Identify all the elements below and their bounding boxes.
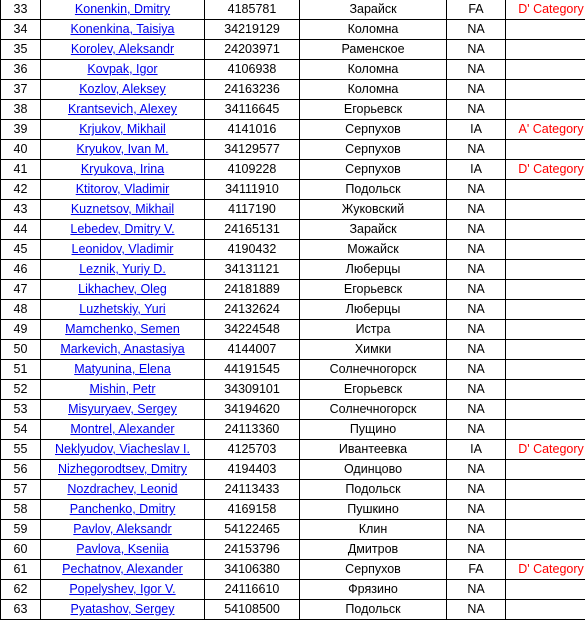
player-name-link[interactable]: Ktitorov, Vladimir bbox=[75, 182, 170, 196]
category-note-cell bbox=[506, 240, 585, 260]
player-name-link[interactable]: Kuznetsov, Mikhail bbox=[70, 202, 175, 216]
player-name-link[interactable]: Panchenko, Dmitry bbox=[69, 502, 176, 516]
city-cell: Егорьевск bbox=[300, 100, 447, 120]
category-note-cell bbox=[506, 260, 585, 280]
name-cell bbox=[41, 240, 205, 260]
table-row bbox=[1, 360, 585, 380]
row-number-cell: 44 bbox=[1, 220, 41, 240]
name-cell bbox=[41, 80, 205, 100]
row-number-cell: 37 bbox=[1, 80, 41, 100]
table-row bbox=[1, 40, 585, 60]
name-cell bbox=[41, 340, 205, 360]
name-cell bbox=[41, 540, 205, 560]
name-cell bbox=[41, 260, 205, 280]
name-cell bbox=[41, 100, 205, 120]
table-row bbox=[1, 380, 585, 400]
city-cell: Серпухов bbox=[300, 140, 447, 160]
city-cell: Егорьевск bbox=[300, 280, 447, 300]
category-note-cell bbox=[506, 440, 585, 460]
table-row bbox=[1, 200, 585, 220]
name-cell bbox=[41, 300, 205, 320]
row-number-cell: 35 bbox=[1, 40, 41, 60]
category-note-cell bbox=[506, 220, 585, 240]
id-cell: 24132624 bbox=[205, 300, 300, 320]
player-name-link[interactable]: Krjukov, Mikhail bbox=[79, 122, 166, 136]
player-name-link[interactable]: Kryukova, Irina bbox=[80, 162, 165, 176]
name-cell bbox=[41, 60, 205, 80]
category-note-cell bbox=[506, 160, 585, 180]
category-note: D' Category bbox=[518, 2, 584, 16]
category-code-cell: NA bbox=[447, 580, 506, 600]
row-number-cell: 41 bbox=[1, 160, 41, 180]
city-cell: Серпухов bbox=[300, 120, 447, 140]
name-cell bbox=[41, 500, 205, 520]
row-number-cell: 60 bbox=[1, 540, 41, 560]
category-code-cell: NA bbox=[447, 180, 506, 200]
category-code-cell: NA bbox=[447, 500, 506, 520]
category-note-cell bbox=[506, 400, 585, 420]
id-cell: 4125703 bbox=[205, 440, 300, 460]
city-cell: Зарайск bbox=[300, 220, 447, 240]
row-number-cell: 49 bbox=[1, 320, 41, 340]
player-name-link[interactable]: Konenkina, Taisiya bbox=[70, 22, 175, 36]
category-code-cell: NA bbox=[447, 80, 506, 100]
category-note-cell bbox=[506, 520, 585, 540]
table-row bbox=[1, 0, 585, 20]
name-cell bbox=[41, 120, 205, 140]
category-note-cell bbox=[506, 60, 585, 80]
player-name-link[interactable]: Nozdrachev, Leonid bbox=[67, 482, 178, 496]
category-note: D' Category bbox=[518, 562, 584, 576]
table-row bbox=[1, 420, 585, 440]
category-code-cell: NA bbox=[447, 420, 506, 440]
player-name-link[interactable]: Lebedev, Dmitry V. bbox=[70, 222, 175, 236]
table-row bbox=[1, 600, 585, 620]
city-cell: Фрязино bbox=[300, 580, 447, 600]
table-row bbox=[1, 300, 585, 320]
row-number-cell: 62 bbox=[1, 580, 41, 600]
player-name-link[interactable]: Popelyshev, Igor V. bbox=[69, 582, 176, 596]
name-cell bbox=[41, 360, 205, 380]
category-note-cell bbox=[506, 380, 585, 400]
city-cell: Жуковский bbox=[300, 200, 447, 220]
id-cell: 4190432 bbox=[205, 240, 300, 260]
category-note: A' Category bbox=[518, 122, 584, 136]
category-code-cell: IA bbox=[447, 120, 506, 140]
category-note-cell bbox=[506, 120, 585, 140]
table-row bbox=[1, 500, 585, 520]
category-note-cell bbox=[506, 460, 585, 480]
category-note-cell bbox=[506, 280, 585, 300]
id-cell: 34194620 bbox=[205, 400, 300, 420]
player-name-link[interactable]: Markevich, Anastasiya bbox=[60, 342, 185, 356]
player-name-link[interactable]: Korolev, Aleksandr bbox=[70, 42, 175, 56]
id-cell: 4106938 bbox=[205, 60, 300, 80]
category-note-cell bbox=[506, 100, 585, 120]
table-row bbox=[1, 160, 585, 180]
category-code-cell: NA bbox=[447, 240, 506, 260]
city-cell: Пущино bbox=[300, 420, 447, 440]
category-note-cell bbox=[506, 40, 585, 60]
table-row bbox=[1, 460, 585, 480]
name-cell bbox=[41, 0, 205, 20]
city-cell: Пушкино bbox=[300, 500, 447, 520]
row-number-cell: 46 bbox=[1, 260, 41, 280]
table-row bbox=[1, 340, 585, 360]
name-cell bbox=[41, 560, 205, 580]
player-name-link[interactable]: Nizhegorodtsev, Dmitry bbox=[58, 462, 187, 476]
city-cell: Ивантеевка bbox=[300, 440, 447, 460]
player-name-link[interactable]: Leonidov, Vladimir bbox=[71, 242, 174, 256]
category-code-cell: NA bbox=[447, 300, 506, 320]
category-code-cell: IA bbox=[447, 160, 506, 180]
table-row bbox=[1, 400, 585, 420]
name-cell bbox=[41, 600, 205, 620]
player-name-link[interactable]: Konenkin, Dmitry bbox=[74, 2, 171, 16]
category-note-cell bbox=[506, 320, 585, 340]
id-cell: 34111910 bbox=[205, 180, 300, 200]
player-name-link[interactable]: Pyatashov, Sergey bbox=[70, 602, 175, 616]
category-code-cell: NA bbox=[447, 140, 506, 160]
player-name-link[interactable]: Mamchenko, Semen bbox=[65, 322, 180, 336]
player-name-link[interactable]: Mishin, Petr bbox=[89, 382, 156, 396]
id-cell: 34106380 bbox=[205, 560, 300, 580]
name-cell bbox=[41, 160, 205, 180]
table-body bbox=[1, 0, 585, 620]
row-number-cell: 52 bbox=[1, 380, 41, 400]
row-number-cell: 63 bbox=[1, 600, 41, 620]
category-note-cell bbox=[506, 340, 585, 360]
row-number-cell: 42 bbox=[1, 180, 41, 200]
category-note-cell bbox=[506, 580, 585, 600]
row-number-cell: 40 bbox=[1, 140, 41, 160]
name-cell bbox=[41, 320, 205, 340]
id-cell: 24203971 bbox=[205, 40, 300, 60]
category-note-cell bbox=[506, 0, 585, 20]
row-number-cell: 45 bbox=[1, 240, 41, 260]
id-cell: 24165131 bbox=[205, 220, 300, 240]
table-row bbox=[1, 480, 585, 500]
city-cell: Солнечногорск bbox=[300, 360, 447, 380]
id-cell: 4185781 bbox=[205, 0, 300, 20]
category-code-cell: NA bbox=[447, 60, 506, 80]
name-cell bbox=[41, 40, 205, 60]
row-number-cell: 53 bbox=[1, 400, 41, 420]
city-cell: Серпухов bbox=[300, 560, 447, 580]
category-code-cell: NA bbox=[447, 400, 506, 420]
table-row bbox=[1, 580, 585, 600]
row-number-cell: 55 bbox=[1, 440, 41, 460]
row-number-cell: 34 bbox=[1, 20, 41, 40]
name-cell bbox=[41, 420, 205, 440]
city-cell: Солнечногорск bbox=[300, 400, 447, 420]
category-code-cell: NA bbox=[447, 340, 506, 360]
name-cell bbox=[41, 520, 205, 540]
category-note-cell bbox=[506, 500, 585, 520]
table-row bbox=[1, 320, 585, 340]
category-code-cell: NA bbox=[447, 600, 506, 620]
table-row bbox=[1, 240, 585, 260]
city-cell: Коломна bbox=[300, 20, 447, 40]
city-cell: Серпухов bbox=[300, 160, 447, 180]
category-code-cell: IA bbox=[447, 440, 506, 460]
name-cell bbox=[41, 580, 205, 600]
category-note-cell bbox=[506, 560, 585, 580]
category-code-cell: NA bbox=[447, 380, 506, 400]
id-cell: 34219129 bbox=[205, 20, 300, 40]
category-code-cell: NA bbox=[447, 100, 506, 120]
table-row bbox=[1, 560, 585, 580]
category-note-cell bbox=[506, 80, 585, 100]
player-name-link[interactable]: Pavlova, Kseniia bbox=[76, 542, 169, 556]
table-row bbox=[1, 220, 585, 240]
table-row bbox=[1, 20, 585, 40]
name-cell bbox=[41, 440, 205, 460]
category-note: D' Category bbox=[518, 442, 584, 456]
row-number-cell: 38 bbox=[1, 100, 41, 120]
id-cell: 24163236 bbox=[205, 80, 300, 100]
row-number-cell: 51 bbox=[1, 360, 41, 380]
city-cell: Раменское bbox=[300, 40, 447, 60]
name-cell bbox=[41, 20, 205, 40]
id-cell: 34129577 bbox=[205, 140, 300, 160]
city-cell: Егорьевск bbox=[300, 380, 447, 400]
player-name-link[interactable]: Krantsevich, Alexey bbox=[67, 102, 178, 116]
id-cell: 24181889 bbox=[205, 280, 300, 300]
city-cell: Люберцы bbox=[300, 300, 447, 320]
name-cell bbox=[41, 180, 205, 200]
player-name-link[interactable]: Misyuryaev, Sergey bbox=[68, 402, 177, 416]
table-row bbox=[1, 120, 585, 140]
category-note-cell bbox=[506, 200, 585, 220]
id-cell: 54122465 bbox=[205, 520, 300, 540]
id-cell: 34309101 bbox=[205, 380, 300, 400]
name-cell bbox=[41, 280, 205, 300]
row-number-cell: 47 bbox=[1, 280, 41, 300]
category-code-cell: NA bbox=[447, 320, 506, 340]
city-cell: Истра bbox=[300, 320, 447, 340]
row-number-cell: 50 bbox=[1, 340, 41, 360]
row-number-cell: 61 bbox=[1, 560, 41, 580]
row-number-cell: 36 bbox=[1, 60, 41, 80]
player-name-link[interactable]: Montrel, Alexander bbox=[70, 422, 175, 436]
table-row bbox=[1, 80, 585, 100]
id-cell: 24113360 bbox=[205, 420, 300, 440]
id-cell: 24113433 bbox=[205, 480, 300, 500]
row-number-cell: 54 bbox=[1, 420, 41, 440]
row-number-cell: 58 bbox=[1, 500, 41, 520]
row-number-cell: 57 bbox=[1, 480, 41, 500]
city-cell: Подольск bbox=[300, 600, 447, 620]
player-name-link[interactable]: Kryukov, Ivan M. bbox=[76, 142, 169, 156]
table-row bbox=[1, 440, 585, 460]
table-row bbox=[1, 100, 585, 120]
player-name-link[interactable]: Luzhetskiy, Yuri bbox=[79, 302, 166, 316]
city-cell: Коломна bbox=[300, 80, 447, 100]
id-cell: 4109228 bbox=[205, 160, 300, 180]
category-note-cell bbox=[506, 420, 585, 440]
table-row bbox=[1, 60, 585, 80]
category-note-cell bbox=[506, 480, 585, 500]
city-cell: Люберцы bbox=[300, 260, 447, 280]
row-number-cell: 56 bbox=[1, 460, 41, 480]
row-number-cell: 39 bbox=[1, 120, 41, 140]
city-cell: Подольск bbox=[300, 180, 447, 200]
category-note-cell bbox=[506, 600, 585, 620]
name-cell bbox=[41, 380, 205, 400]
table-row bbox=[1, 540, 585, 560]
id-cell: 4141016 bbox=[205, 120, 300, 140]
player-name-link[interactable]: Leznik, Yuriy D. bbox=[79, 262, 166, 276]
category-note-cell bbox=[506, 360, 585, 380]
player-name-link[interactable]: Kozlov, Aleksey bbox=[79, 82, 166, 96]
id-cell: 34224548 bbox=[205, 320, 300, 340]
category-code-cell: NA bbox=[447, 280, 506, 300]
category-code-cell: NA bbox=[447, 480, 506, 500]
name-cell bbox=[41, 400, 205, 420]
player-name-link[interactable]: Likhachev, Oleg bbox=[78, 282, 167, 296]
category-note-cell bbox=[506, 300, 585, 320]
category-code-cell: NA bbox=[447, 40, 506, 60]
row-number-cell: 59 bbox=[1, 520, 41, 540]
category-code-cell: NA bbox=[447, 260, 506, 280]
row-number-cell: 48 bbox=[1, 300, 41, 320]
player-name-link[interactable]: Neklyudov, Viacheslav I. bbox=[54, 442, 191, 456]
city-cell: Коломна bbox=[300, 60, 447, 80]
city-cell: Одинцово bbox=[300, 460, 447, 480]
city-cell: Подольск bbox=[300, 480, 447, 500]
name-cell bbox=[41, 460, 205, 480]
id-cell: 4117190 bbox=[205, 200, 300, 220]
category-code-cell: FA bbox=[447, 0, 506, 20]
name-cell bbox=[41, 140, 205, 160]
name-cell bbox=[41, 480, 205, 500]
city-cell: Химки bbox=[300, 340, 447, 360]
name-cell bbox=[41, 200, 205, 220]
id-cell: 34116645 bbox=[205, 100, 300, 120]
id-cell: 34131121 bbox=[205, 260, 300, 280]
category-code-cell: NA bbox=[447, 520, 506, 540]
player-name-link[interactable]: Kovpak, Igor bbox=[87, 62, 158, 76]
table-row bbox=[1, 180, 585, 200]
table-row bbox=[1, 520, 585, 540]
category-note-cell bbox=[506, 540, 585, 560]
category-code-cell: NA bbox=[447, 540, 506, 560]
id-cell: 4169158 bbox=[205, 500, 300, 520]
category-code-cell: NA bbox=[447, 460, 506, 480]
category-code-cell: NA bbox=[447, 20, 506, 40]
player-name-link[interactable]: Matyunina, Elena bbox=[74, 362, 171, 376]
id-cell: 54108500 bbox=[205, 600, 300, 620]
category-note-cell bbox=[506, 180, 585, 200]
name-cell bbox=[41, 220, 205, 240]
id-cell: 24153796 bbox=[205, 540, 300, 560]
category-code-cell: NA bbox=[447, 220, 506, 240]
city-cell: Клин bbox=[300, 520, 447, 540]
category-code-cell: NA bbox=[447, 360, 506, 380]
id-cell: 4144007 bbox=[205, 340, 300, 360]
player-name-link[interactable]: Pechatnov, Alexander bbox=[62, 562, 183, 576]
category-note-cell bbox=[506, 140, 585, 160]
table-row bbox=[1, 280, 585, 300]
table-row bbox=[1, 260, 585, 280]
table-row bbox=[1, 140, 585, 160]
row-number-cell: 43 bbox=[1, 200, 41, 220]
category-note: D' Category bbox=[518, 162, 584, 176]
row-number-cell: 33 bbox=[1, 0, 41, 20]
city-cell: Можайск bbox=[300, 240, 447, 260]
city-cell: Дмитров bbox=[300, 540, 447, 560]
id-cell: 4194403 bbox=[205, 460, 300, 480]
id-cell: 24116610 bbox=[205, 580, 300, 600]
city-cell: Зарайск bbox=[300, 0, 447, 20]
category-note-cell bbox=[506, 20, 585, 40]
category-code-cell: FA bbox=[447, 560, 506, 580]
player-name-link[interactable]: Pavlov, Aleksandr bbox=[73, 522, 172, 536]
id-cell: 44191545 bbox=[205, 360, 300, 380]
category-code-cell: NA bbox=[447, 200, 506, 220]
